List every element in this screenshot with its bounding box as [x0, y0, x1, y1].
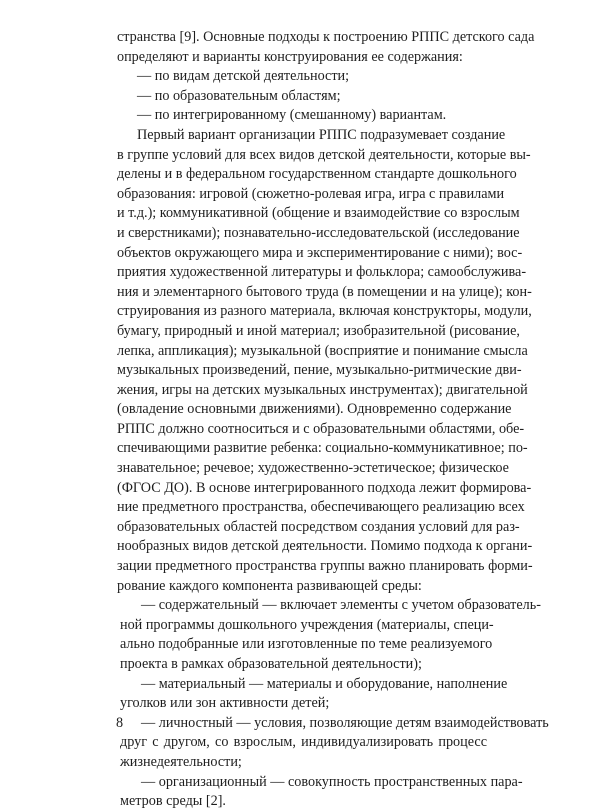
page-number: 8 — [116, 715, 124, 731]
text-line: ние предметного пространства, обеспечивающего реализацию всех — [117, 499, 525, 516]
list-item-continuation: друг с другом, со взрослым, индивидуализировать процесс — [120, 734, 487, 751]
text-line: в группе условий для всех видов детской деятельности, которые вы- — [117, 146, 531, 163]
text-line: нообразных видов детской деятельности. Помимо подхода к органи- — [117, 538, 533, 555]
text-line: ния и элементарного бытового труда (в помещении и на улице); кон- — [117, 283, 532, 300]
text-line: образования: игровой (сюжетно-ролевая игра, игра с правилами — [117, 185, 505, 202]
text-line: (овладение основными движениями). Одновременно содержание — [117, 401, 512, 418]
list-item: — организационный — совокупность пространственных пара- — [141, 773, 523, 790]
text-line: Первый вариант организации РППС подразумевает создание — [137, 126, 506, 143]
text-line: музыкальных произведений, пение, музыкально-ритмические дви- — [117, 362, 522, 379]
text-line: струирования из разного материала, включая конструкторы, модули, — [117, 303, 532, 320]
list-item: — материальный — материалы и оборудование, наполнение — [141, 675, 508, 692]
text-line: лепка, аппликация); музыкальной (восприятие и понимание смысла — [117, 342, 528, 359]
list-item: — содержательный — включает элементы с учетом образователь- — [141, 597, 541, 614]
list-item: — по интегрированному (смешанному) вариантам. — [137, 107, 447, 124]
text-line: и т.д.); коммуникативной (общение и взаимодействие со взрослым — [117, 205, 520, 222]
text-line: спечивающими развитие ребенка: социально-коммуникативное; по- — [117, 440, 528, 457]
text-line: образовательных областей посредством создания условий для раз- — [117, 518, 520, 535]
text-line: РППС должно соотноситься и с образовательными областями, обе- — [117, 420, 525, 437]
text-line: определяют и варианты конструирования ее содержания: — [117, 48, 463, 65]
list-item-continuation: ально подобранные или изготовленные по теме реализуемого — [120, 636, 493, 653]
body-text — [117, 28, 549, 812]
list-item: — по видам детской деятельности; — [137, 68, 350, 85]
text-line: объектов окружающего мира и экспериментирование с ними); вос- — [117, 244, 523, 261]
text-line: делены и в федеральном государственном стандарте дошкольного — [117, 166, 517, 183]
text-line: зации предметного пространства группы важно планировать форми- — [117, 558, 533, 575]
text-line: (ФГОС ДО). В основе интегрированного подхода лежит формирова- — [117, 479, 532, 496]
list-item-continuation: жизнедеятельности; — [120, 753, 242, 770]
text-line: и сверстниками); познавательно-исследовательской (исследование — [117, 224, 520, 241]
text-line: бумагу, природный и иной материал; изобразительной (рисование, — [117, 322, 520, 339]
text-line: приятия художественной литературы и фольклора; самообслужива- — [117, 264, 527, 281]
text-line: жения, игры на детских музыкальных инструментах); двигательной — [117, 381, 528, 398]
list-item-continuation: ной программы дошкольного учреждения (материалы, специ- — [120, 616, 494, 633]
list-item-continuation: метров среды [2]. — [120, 793, 226, 810]
text-line: знавательное; речевое; художественно-эстетическое; физическое — [117, 460, 509, 477]
text-line: странства [9]. Основные подходы к построению РППС детского сада — [117, 29, 535, 45]
text-line: рование каждого компонента развивающей среды: — [117, 577, 422, 594]
list-item: — личностный — условия, позволяющие детям взаимодействовать — [141, 714, 549, 731]
list-item: — по образовательным областям; — [137, 87, 341, 104]
list-item-continuation: уголков или зон активности детей; — [120, 695, 330, 712]
list-item-continuation: проекта в рамках образовательной деятельности); — [120, 656, 422, 672]
